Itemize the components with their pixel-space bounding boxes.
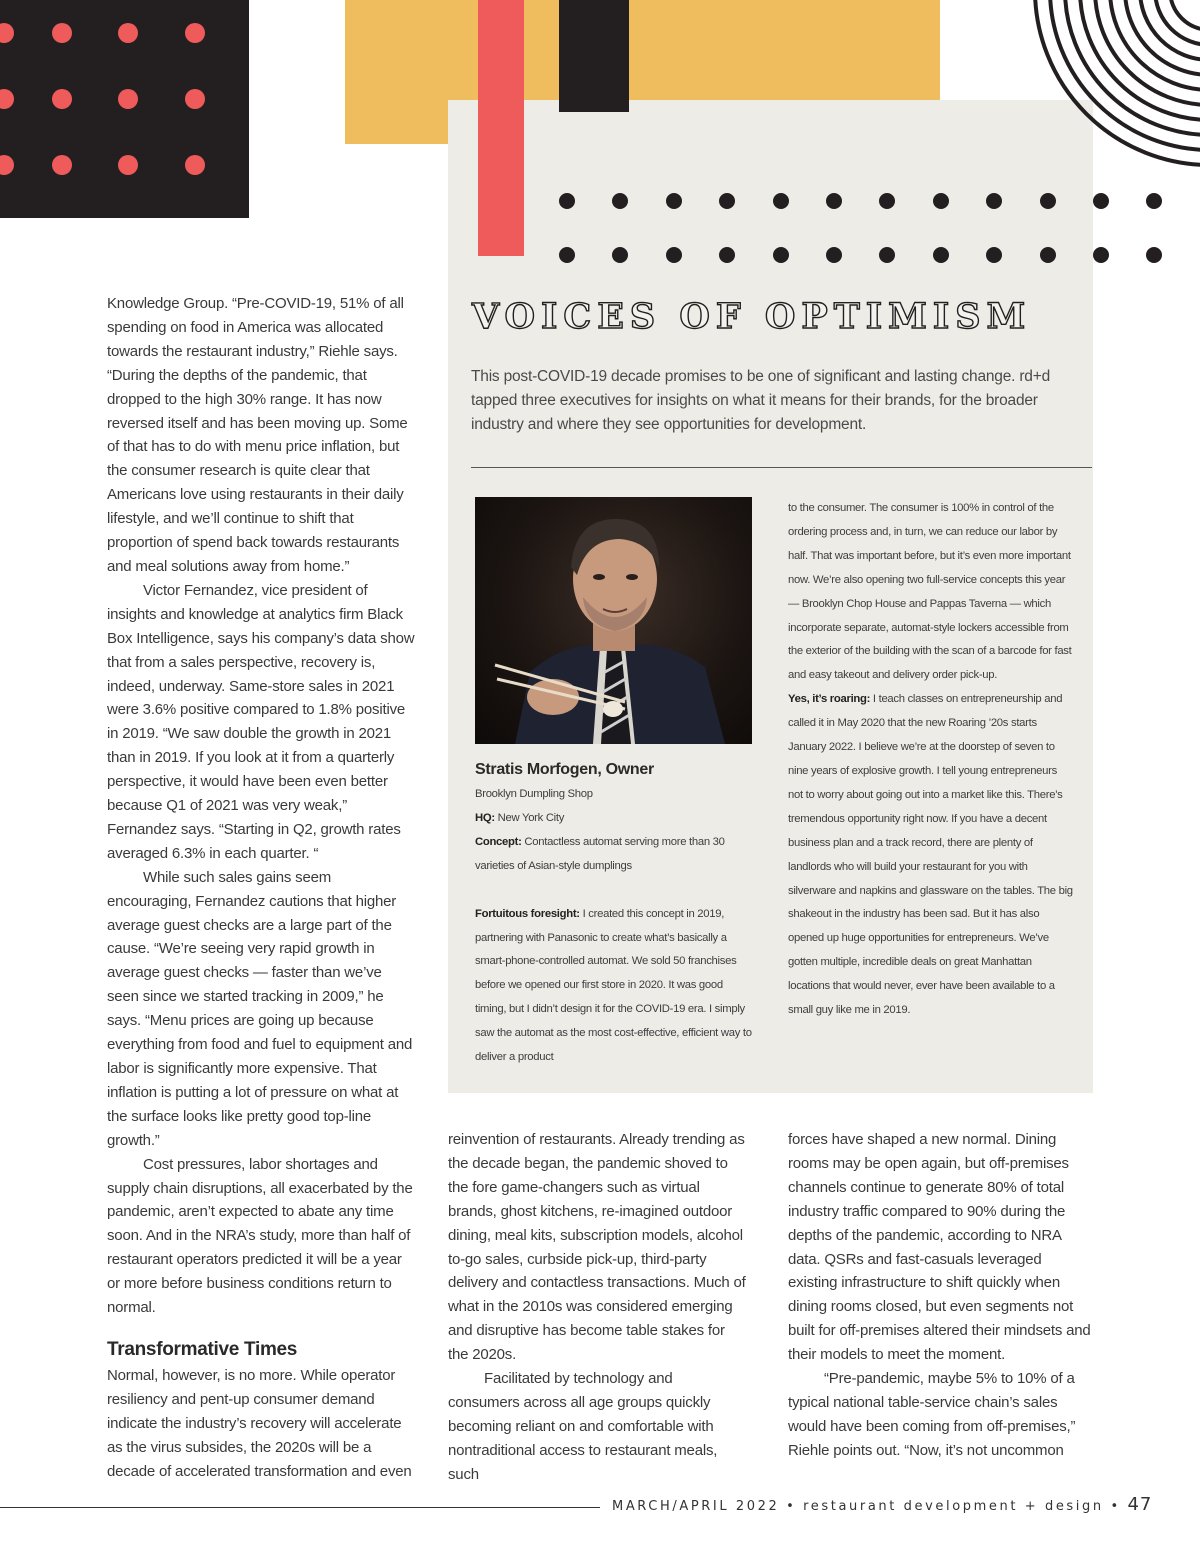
bullet-separator: • <box>1110 1499 1121 1514</box>
paragraph: forces have shaped a new normal. Dining rooms may be open again, but off-premises channels continue to generate 80% of total industry traffic compared to 90% during the depths of the pandemic, according to NRA data. QSRs and fast-casuals leveraged existing infrastructure to shift quickly when dining rooms closed, but even segments not built for off-premises altered their mindsets and their models to meet the moment. <box>788 1131 1091 1364</box>
black-dot <box>1040 247 1056 263</box>
hq-line <box>475 807 755 831</box>
profile-block <box>475 758 755 1070</box>
black-dot <box>666 193 682 209</box>
paragraph: Knowledge Group. “Pre-COVID-19, 51% of all spending on food in America was allocated towards the restaurant industry,” Riehle says. “During the depths of the pandemic, that dropped to the high 30% range. It has now reversed itself and has been moving up. Some of that has to do with menu price inflation, but the consumer research is quite clear that Americans love using restaurants in their daily lifestyle, and we’ll continue to shift that proportion of spend back towards restaurants and meal solutions away from home.” <box>107 295 408 575</box>
black-dot <box>933 193 949 209</box>
sidebar-title: VOICES OF OPTIMISM <box>472 296 1032 337</box>
answer-text: I created this concept in 2019, partnering with Panasonic to create what’s basically a smart-phone-controlled automat. We sold 50 franchises before we opened our first store in 2020. It was good timing, but I didn’t design it for the COVID-19 era. I simply saw the automat as the most cost-effective, efficient way to deliver a product <box>475 907 752 1064</box>
sidebar-column-2 <box>788 497 1073 1023</box>
black-dot <box>773 193 789 209</box>
black-dot <box>773 247 789 263</box>
black-dot <box>933 247 949 263</box>
paragraph: Facilitated by technology and consumers across all age groups quickly becoming reliant on and comfortable with nontraditional access to restaurant meals, such <box>448 1370 718 1483</box>
paragraph: Victor Fernandez, vice president of insights and knowledge at analytics firm Black Box Intelligence, says his company’s data show that from a sales perspective, recovery is, indeed, underway. Same-store sales in 2021 were 3.6% positive compared to 1.8% positive in 2019. “We saw double the growth in 2021 than in 2019. If you look at it from a quarterly perspective, it would have been even better because Q1 of 2021 was very weak,” Fernandez says. “Starting in Q2, growth rates averaged 6.3% in each quarter. “ <box>107 581 415 862</box>
black-dot <box>826 193 842 209</box>
paragraph: reinvention of restaurants. Already trending as the decade began, the pandemic shoved to the fore game-changers such as virtual brands, ghost kitchens, re-imagined outdoor dining, meal kits, subscription models, alcohol to-go sales, curbside pick-up, third-party delivery and contactless transactions. Much of what in the 2010s was considered emerging and disruptive has become table stakes for the 2020s. <box>448 1131 746 1364</box>
article-column-3 <box>788 1128 1093 1463</box>
page-footer <box>612 1494 1152 1515</box>
black-dot <box>719 247 735 263</box>
article-column-1 <box>107 292 415 1484</box>
concentric-arcs-decoration <box>1000 0 1200 200</box>
sidebar-intro: This post-COVID-19 decade promises to be one of significant and lasting change. rd+d tapped three executives for insights on what it means for their brands, for the broader industry and where they see opportunities for development. <box>471 368 1050 433</box>
hq-value: New York City <box>497 811 565 824</box>
page-number: 47 <box>1127 1494 1153 1515</box>
black-dot <box>559 193 575 209</box>
black-dot <box>879 247 895 263</box>
portrait-photo <box>475 497 752 744</box>
section-heading: Transformative Times <box>107 1338 298 1360</box>
answer-text: I teach classes on entrepreneurship and called it in May 2020 that the new Roaring ’20s starts January 2022. I believe we’re at the doorstep of seven to nine years of explosive growth. I tell young entrepreneurs not to worry about going out into a market like this. There’s tremendous opportunity right now. If you have a decent business plan and a track record, there are plenty of landlords who will build your restaurant for you with silverware and napkins and glassware on the tables. The big shakeout in the industry has been sad. But it has also opened up huge opportunities for entrepreneurs. We’ve gotten multiple, incredible deals on great Manhattan locations that would never, ever have been available to a small guy like me in 2019. <box>788 693 1073 1017</box>
concept-line <box>475 831 755 879</box>
answer-paragraph <box>475 903 755 1070</box>
paragraph: Normal, however, is no more. While operator resiliency and pent-up consumer demand indicate the industry’s recovery will accelerate as the virus subsides, the 2020s will be a decade of accelerated transformation and even <box>107 1366 412 1480</box>
paragraph: While such sales gains seem encouraging, Fernandez cautions that higher average guest checks are a large part of the cause. “We’re seeing very rapid growth in average guest checks — faster than we’ve seen since we started tracking in 2009,” he says. “Menu prices are going up because everything from food and fuel to equipment and labor is significantly more expensive. That inflation is putting a lot of pressure on what at the surface looks like pretty good top-line growth.” <box>107 868 413 1149</box>
black-dot <box>559 247 575 263</box>
concept-label: Concept: <box>475 835 522 848</box>
publication-name: restaurant development + design <box>803 1499 1104 1514</box>
portrait-illustration <box>475 497 752 744</box>
black-dot <box>986 247 1002 263</box>
black-dot <box>612 193 628 209</box>
black-dot <box>719 193 735 209</box>
bullet-separator: • <box>786 1499 797 1514</box>
answer-paragraph <box>788 688 1073 1023</box>
black-dot <box>879 193 895 209</box>
divider <box>471 467 1092 468</box>
hq-label: HQ: <box>475 811 495 824</box>
issue-date: MARCH/APRIL 2022 <box>612 1499 780 1514</box>
black-dot <box>666 247 682 263</box>
paragraph: Cost pressures, labor shortages and supply chain disruptions, all exacerbated by the pandemic, aren’t expected to abate any time soon. And in the NRA’s study, more than half of restaurant operators predicted it will be a year or more before business conditions return to normal. <box>107 1155 413 1317</box>
footer-rule <box>0 1507 600 1508</box>
profile-name: Stratis Morfogen, Owner <box>475 761 654 778</box>
concept-value: Contactless automat serving more than 30 varieties of Asian-style dumplings <box>475 835 725 872</box>
black-dot <box>1146 247 1162 263</box>
paragraph: “Pre-pandemic, maybe 5% to 10% of a typical national table-service chain’s sales would have been coming from off-premises,” Riehle points out. “Now, it’s not uncommon <box>788 1370 1076 1459</box>
answer-label: Fortuitous foresight: <box>475 907 580 920</box>
article-column-2 <box>448 1128 748 1487</box>
black-dot <box>1093 247 1109 263</box>
answer-continued: to the consumer. The consumer is 100% in control of the ordering process and, in turn, we can reduce our labor by half. That was important before, but it’s even more important now. We’re also opening two full-service concepts this year — Brooklyn Chop House and Pappas Taverna — which incorporate separate, automat-style lockers accessible from the exterior of the building with the scan of a barcode for fast and easy takeout and delivery order pick-up. <box>788 502 1072 682</box>
black-dot <box>612 247 628 263</box>
answer-label: Yes, it’s roaring: <box>788 693 871 706</box>
black-dot <box>826 247 842 263</box>
company-name: Brooklyn Dumpling Shop <box>475 788 593 800</box>
